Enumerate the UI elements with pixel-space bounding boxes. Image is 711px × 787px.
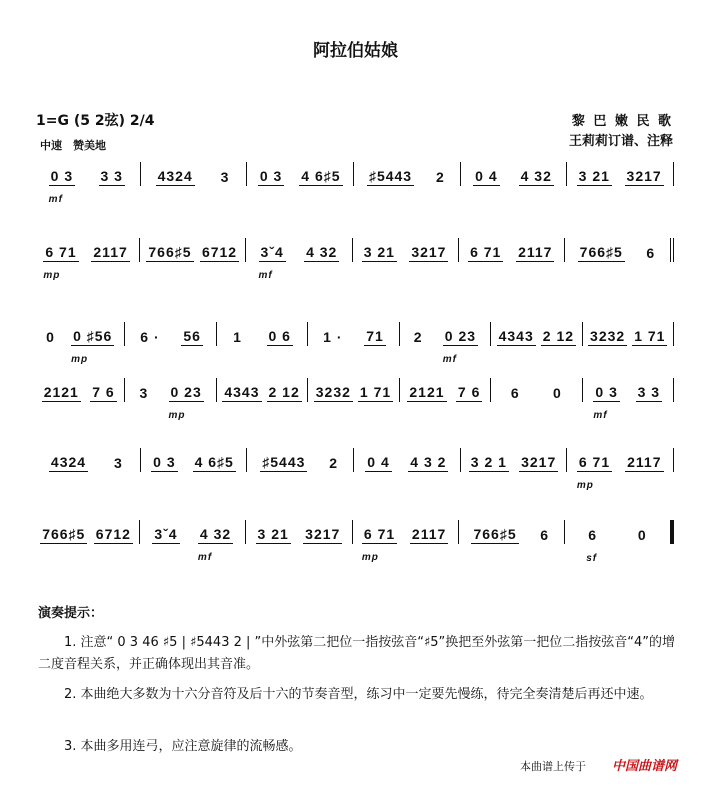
measure <box>354 448 461 472</box>
note-group <box>519 453 558 472</box>
measure <box>583 322 674 346</box>
measure <box>459 520 565 544</box>
dynamic-marking: mf <box>48 194 63 205</box>
upload-note: 本曲谱上传于 <box>520 760 586 773</box>
arranger-credit: 王莉莉订谱、注释 <box>568 134 673 149</box>
score-line <box>34 162 674 205</box>
notes: 2117 <box>518 244 553 260</box>
measure <box>353 238 459 262</box>
note-group <box>516 243 554 262</box>
note-group <box>586 526 599 564</box>
tempo-marking: 中速 赞美地 <box>40 139 106 152</box>
measure <box>308 322 399 346</box>
notes: 2 12 <box>542 328 575 344</box>
note-group <box>138 384 151 402</box>
notes: 3 21 <box>363 244 395 260</box>
note-group <box>519 167 554 186</box>
note-group <box>258 243 286 281</box>
note-group <box>256 525 291 544</box>
notes: 6712 <box>95 526 131 542</box>
note-group <box>193 453 236 472</box>
measure <box>565 238 674 262</box>
notes: 0 <box>637 527 647 543</box>
note-group <box>358 383 393 402</box>
note-group <box>44 328 57 346</box>
note-group <box>473 167 499 186</box>
note-group <box>138 328 161 346</box>
note-group <box>231 328 244 346</box>
notes: 3 3 <box>100 168 123 184</box>
notes: 0 3 <box>50 168 74 184</box>
dynamic-marking: mp <box>168 410 186 421</box>
measure <box>125 378 216 421</box>
notes: 4343 <box>224 384 260 400</box>
note-group <box>644 244 657 262</box>
notes: 766♯5 <box>148 244 192 260</box>
notes: 4324 <box>157 168 193 184</box>
dynamic-marking: mf <box>197 552 213 563</box>
measure <box>491 322 582 346</box>
note-group <box>152 525 179 544</box>
dynamic-marking: mp <box>43 270 61 281</box>
note-group <box>364 327 386 346</box>
tip-3: 3. 本曲多用连弓，应注意旋律的流畅感。 <box>64 739 302 754</box>
note-group <box>538 526 551 544</box>
notes: 6 71 <box>578 454 611 470</box>
notes: 6 71 <box>470 244 502 260</box>
measure <box>353 520 459 563</box>
notes: 0 23 <box>170 384 202 400</box>
site-logo: 中国曲谱网 <box>612 759 678 774</box>
note-group <box>497 327 536 346</box>
note-group <box>156 167 195 186</box>
measure <box>141 162 248 186</box>
note-group <box>299 167 342 186</box>
notes: 3 3 <box>637 384 661 400</box>
note-group <box>71 327 114 365</box>
notes: 3232 <box>590 328 626 344</box>
score-line <box>34 322 674 365</box>
note-group <box>625 167 664 186</box>
note-group <box>410 525 448 544</box>
key-signature: 1=G (5 2弦) 2/4 <box>36 113 155 129</box>
note-group <box>197 525 233 563</box>
notes: 3 2 1 <box>470 454 507 470</box>
note-group <box>222 383 261 402</box>
notes: 1 <box>233 329 242 345</box>
measure <box>400 378 491 402</box>
note-group <box>219 168 232 186</box>
note-group <box>181 327 203 346</box>
tips-heading: 演奏提示： <box>38 606 104 621</box>
notes: 2 12 <box>268 384 300 400</box>
notes: 3ˇ4 <box>154 526 178 542</box>
note-group <box>112 454 125 472</box>
note-group <box>469 453 509 472</box>
note-group <box>267 327 293 346</box>
notes: 3217 <box>626 168 662 184</box>
measure <box>354 162 461 186</box>
measure <box>565 520 674 564</box>
measure <box>247 448 354 472</box>
measure <box>125 322 216 346</box>
dynamic-marking: mf <box>593 410 608 421</box>
notes: 0 3 <box>259 168 283 184</box>
note-group <box>632 327 667 346</box>
notes: 3 <box>220 169 230 185</box>
notes: 766♯5 <box>42 526 86 542</box>
score-line <box>34 520 674 564</box>
notes: ♯5443 <box>368 168 413 184</box>
note-group <box>551 384 564 402</box>
note-group <box>456 383 482 402</box>
score-line <box>34 378 674 421</box>
notes: 0 3 <box>153 454 176 470</box>
notes: 4 32 <box>199 526 232 542</box>
notes: 6 <box>540 527 550 543</box>
note-group <box>625 453 663 472</box>
notes: 3232 <box>315 384 351 400</box>
notes: 1 71 <box>359 384 392 400</box>
measure <box>567 162 674 186</box>
notes: 4 32 <box>306 244 338 260</box>
notes: 0 <box>553 385 562 401</box>
notes: 4 32 <box>520 168 552 184</box>
notes: 0 <box>46 329 55 345</box>
note-group <box>99 167 125 186</box>
note-group <box>43 243 78 281</box>
dynamic-marking: mf <box>258 270 273 281</box>
score-line <box>34 238 674 281</box>
notes: 4324 <box>50 454 87 470</box>
notes: 1 71 <box>634 328 666 344</box>
measure <box>583 378 674 421</box>
note-group <box>578 243 625 262</box>
notes: 2 <box>413 329 423 345</box>
note-group <box>90 383 116 402</box>
measure <box>217 378 308 402</box>
notes: 766♯5 <box>473 526 517 542</box>
measure <box>308 378 399 402</box>
note-group <box>442 327 478 365</box>
notes: 6 · <box>140 329 160 345</box>
note-group <box>146 243 193 262</box>
note-group <box>361 525 397 563</box>
measure <box>34 378 125 402</box>
notes: 6 <box>510 385 520 401</box>
measure <box>246 520 352 544</box>
notes: 71 <box>366 328 384 344</box>
measure <box>34 520 140 544</box>
dynamic-marking: sf <box>586 553 598 564</box>
note-group <box>577 167 612 186</box>
note-group <box>327 454 340 472</box>
notes: 0 4 <box>367 454 390 470</box>
measure <box>461 448 568 472</box>
measure <box>491 378 582 402</box>
measure <box>34 322 125 365</box>
notes: 0 6 <box>268 328 291 344</box>
note-group <box>471 525 518 544</box>
measure <box>461 162 568 186</box>
note-group <box>593 383 619 421</box>
notes: 7 6 <box>92 384 115 400</box>
notes: 0 4 <box>475 168 498 184</box>
notes: 2121 <box>409 384 445 400</box>
note-group <box>42 383 81 402</box>
notes: 3217 <box>521 454 557 470</box>
notes: 6 <box>588 527 598 543</box>
notes: 2117 <box>93 244 128 260</box>
measure <box>246 238 352 281</box>
note-group <box>303 525 342 544</box>
measure <box>459 238 565 262</box>
note-group <box>267 383 302 402</box>
notes: 2121 <box>43 384 79 400</box>
notes: 4 6♯5 <box>194 454 234 470</box>
tip-1: 1. 注意“ 0 3 46 ♯5 | ♯5443 2 | ”中外弦第二把位一指按弦音“♯5”换把至外弦第一把位二指按弦音“4”的增二度音程关系，并正确体现出其音准。 <box>38 635 676 672</box>
origin-credit: 黎 巴 嫩 民 歌 <box>571 114 673 129</box>
dynamic-marking: mp <box>576 480 594 491</box>
note-group <box>576 453 612 491</box>
note-group <box>40 525 87 544</box>
measure <box>247 162 354 186</box>
measure <box>140 238 246 262</box>
note-group <box>49 453 88 472</box>
note-group <box>304 243 339 262</box>
note-group <box>407 383 446 402</box>
note-group <box>200 243 239 262</box>
notes: 56 <box>183 328 201 344</box>
notes: 3 <box>139 385 149 401</box>
notes: 3217 <box>305 526 341 542</box>
notes: 4343 <box>498 328 534 344</box>
notes: 4 3 2 <box>410 454 447 470</box>
notes: 7 6 <box>457 384 481 400</box>
measure <box>141 448 248 472</box>
note-group <box>151 453 177 472</box>
note-group <box>636 383 662 402</box>
notes: 3 21 <box>257 526 289 542</box>
note-group <box>321 328 344 346</box>
measure <box>140 520 246 563</box>
note-group <box>636 526 649 544</box>
notes: ♯5443 <box>262 454 306 470</box>
note-group <box>588 327 627 346</box>
notes: 6 <box>646 245 656 261</box>
notes: 6 71 <box>45 244 77 260</box>
note-group <box>434 168 447 186</box>
note-group <box>468 243 503 262</box>
note-group <box>409 243 448 262</box>
note-group <box>541 327 576 346</box>
note-group <box>509 384 522 402</box>
note-group <box>91 243 129 262</box>
notes: 2117 <box>411 526 447 542</box>
notes: 3ˇ4 <box>260 244 284 260</box>
note-group <box>48 167 75 205</box>
notes: 0 23 <box>444 328 477 344</box>
measure <box>34 162 141 205</box>
notes: 2117 <box>627 454 662 470</box>
notes: 0 3 <box>595 384 618 400</box>
measure <box>217 322 308 346</box>
notes: 766♯5 <box>579 244 623 260</box>
note-group <box>314 383 353 402</box>
note-group <box>260 453 307 472</box>
notes: 6 71 <box>363 526 396 542</box>
notes: 3217 <box>411 244 447 260</box>
note-group <box>168 383 204 421</box>
measure <box>400 322 491 365</box>
note-group <box>408 453 448 472</box>
dynamic-marking: mp <box>361 552 379 563</box>
notes: 6712 <box>201 244 238 260</box>
notes: 3 <box>113 455 123 471</box>
measure <box>567 448 674 491</box>
note-group <box>367 167 414 186</box>
notes: 0 ♯56 <box>73 328 113 344</box>
notes: 3 21 <box>578 168 610 184</box>
dynamic-marking: mp <box>71 354 89 365</box>
song-title: 阿拉伯姑娘 <box>313 41 398 61</box>
notes: 2 <box>329 455 339 471</box>
note-group <box>412 328 425 346</box>
note-group <box>258 167 284 186</box>
measure <box>34 238 140 281</box>
notes: 4 6♯5 <box>301 168 341 184</box>
note-group <box>365 453 391 472</box>
measure <box>34 448 141 472</box>
note-group <box>362 243 397 262</box>
score-line <box>34 448 674 491</box>
notes: 1 · <box>323 329 343 345</box>
dynamic-marking: mf <box>442 354 457 365</box>
notes: 2 <box>435 169 445 185</box>
note-group <box>94 525 133 544</box>
tip-2: 2. 本曲绝大多数为十六分音符及后十六的节奏音型，练习中一定要先慢练，待完全奏清楚后再还中速。 <box>64 687 653 702</box>
